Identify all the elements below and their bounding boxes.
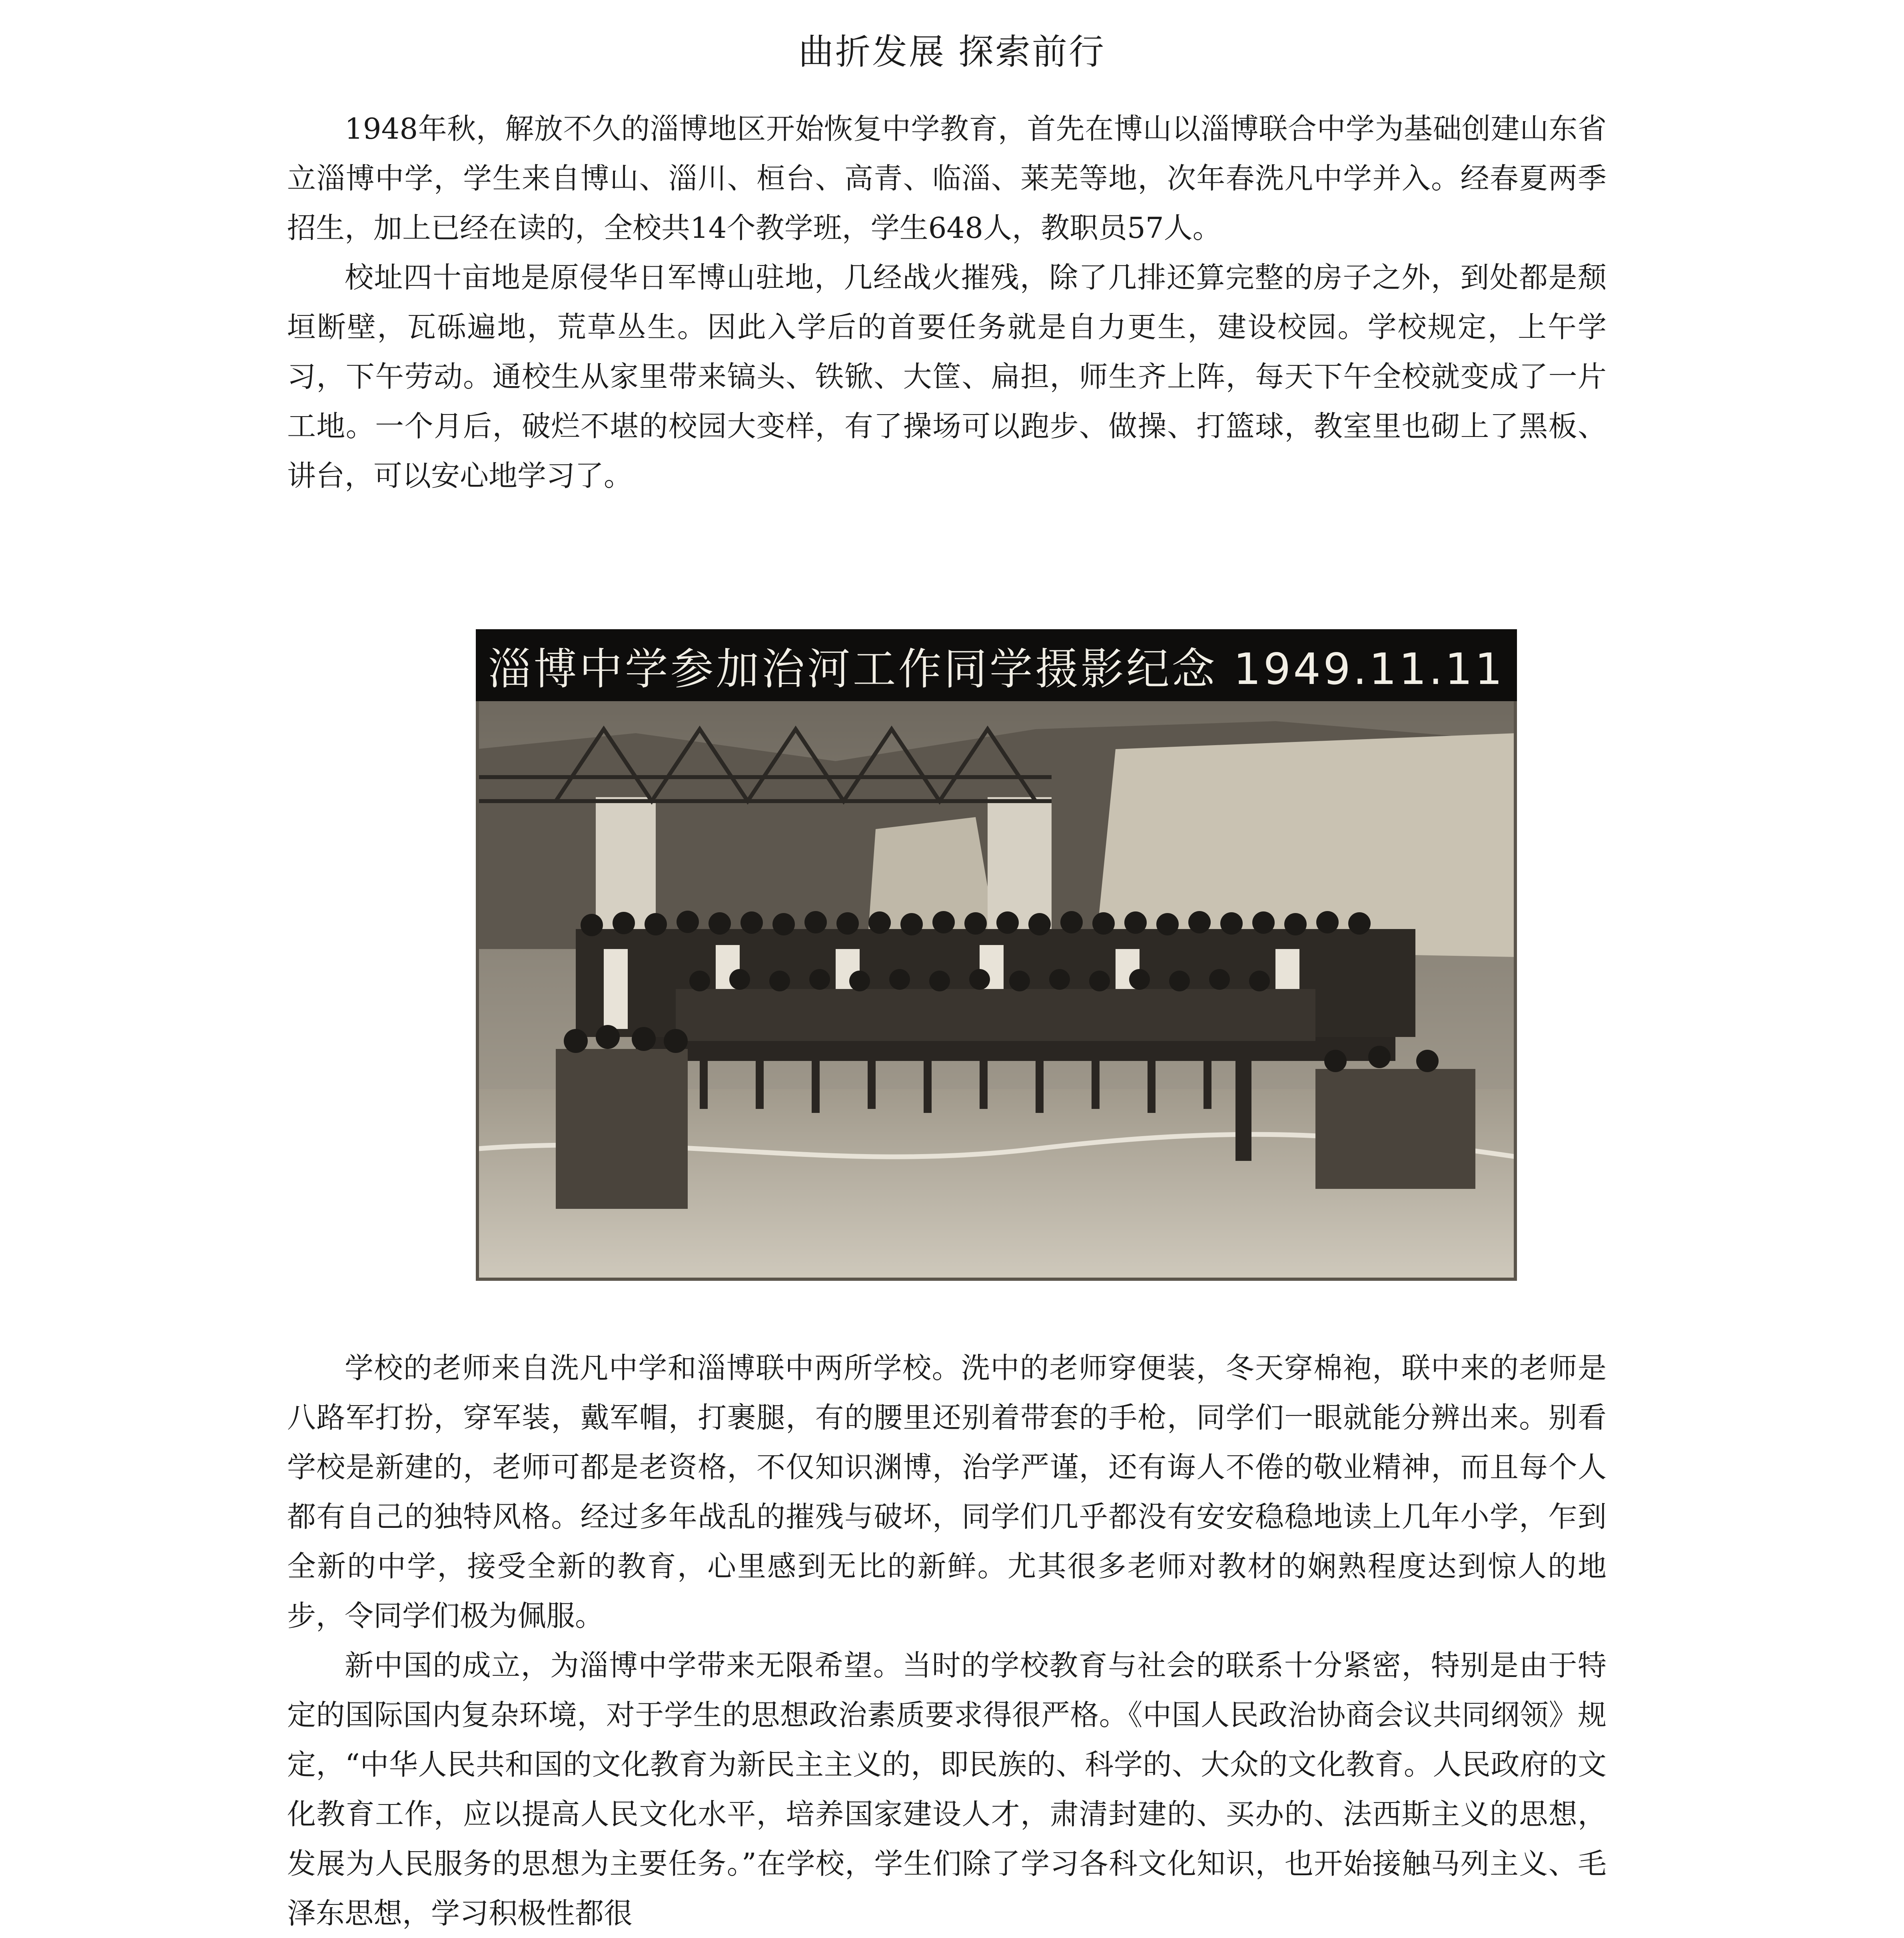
text-block-bottom [287,1343,1607,1938]
paragraph: 学校的老师来自洗凡中学和淄博联中两所学校。洗中的老师穿便装，冬天穿棉袍，联中来的老师是八路军打扮，穿军装，戴军帽，打裹腿，有的腰里还别着带套的手枪，同学们一眼就能分辨出来。别看学校是新建的，老师可都是老资格，不仅知识渊博，治学严谨，还有诲人不倦的敬业精神，而且每个人都有自己的独特风格。经过多年战乱的摧残与破坏，同学们几乎都没有安安稳稳地读上几年小学，乍到全新的中学，接受全新的教育，心里感到无比的新鲜。尤其很多老师对教材的娴熟程度达到惊人的地步，令同学们极为佩服。 [287,1351,1607,1633]
paragraph: 新中国的成立，为淄博中学带来无限希望。当时的学校教育与社会的联系十分紧密，特别是由于特定的国际国内复杂环境，对于学生的思想政治素质要求得很严格。《中国人民政治协商会议共同纲领》规定，“中华人民共和国的文化教育为新民主主义的，即民族的、科学的、大众的文化教育。人民政府的文化教育工作，应以提高人民文化水平，培养国家建设人才，肃清封建的、买办的、法西斯主义的思想，发展为人民服务的思想为主要任务。”在学校，学生们除了学习各科文化知识，也开始接触马列主义、毛泽东思想，学习积极性都很 [287,1649,1607,1930]
paragraph: 校址四十亩地是原侵华日军博山驻地，几经战火摧残，除了几排还算完整的房子之外，到处都是颓垣断壁，瓦砾遍地，荒草丛生。因此入学后的首要任务就是自力更生，建设校园。学校规定，上午学习，下午劳动。通校生从家里带来镐头、铁锨、大筐、扁担，师生齐上阵，每天下午全校就变成了一片工地。一个月后，破烂不堪的校园大变样，有了操场可以跑步、做操、打篮球，教室里也砌上了黑板、讲台，可以安心地学习了。 [287,261,1607,492]
page-title: 曲折发展 探索前行 [798,31,1106,72]
paragraph: 1948年秋，解放不久的淄博地区开始恢复中学教育，首先在博山以淄博联合中学为基础创建山东省立淄博中学，学生来自博山、淄川、桓台、高青、临淄、莱芜等地，次年春洗凡中学并入。经春夏两季招生，加上已经在读的，全校共14个教学班，学生648人，教职员57人。 [287,112,1607,245]
text-block-top [287,104,1607,500]
photo-banner-caption: 淄博中学参加治河工作同学摄影纪念 1949.11.11 [476,629,1517,701]
photo-scene [476,629,1517,1281]
historical-photo [476,629,1517,1281]
